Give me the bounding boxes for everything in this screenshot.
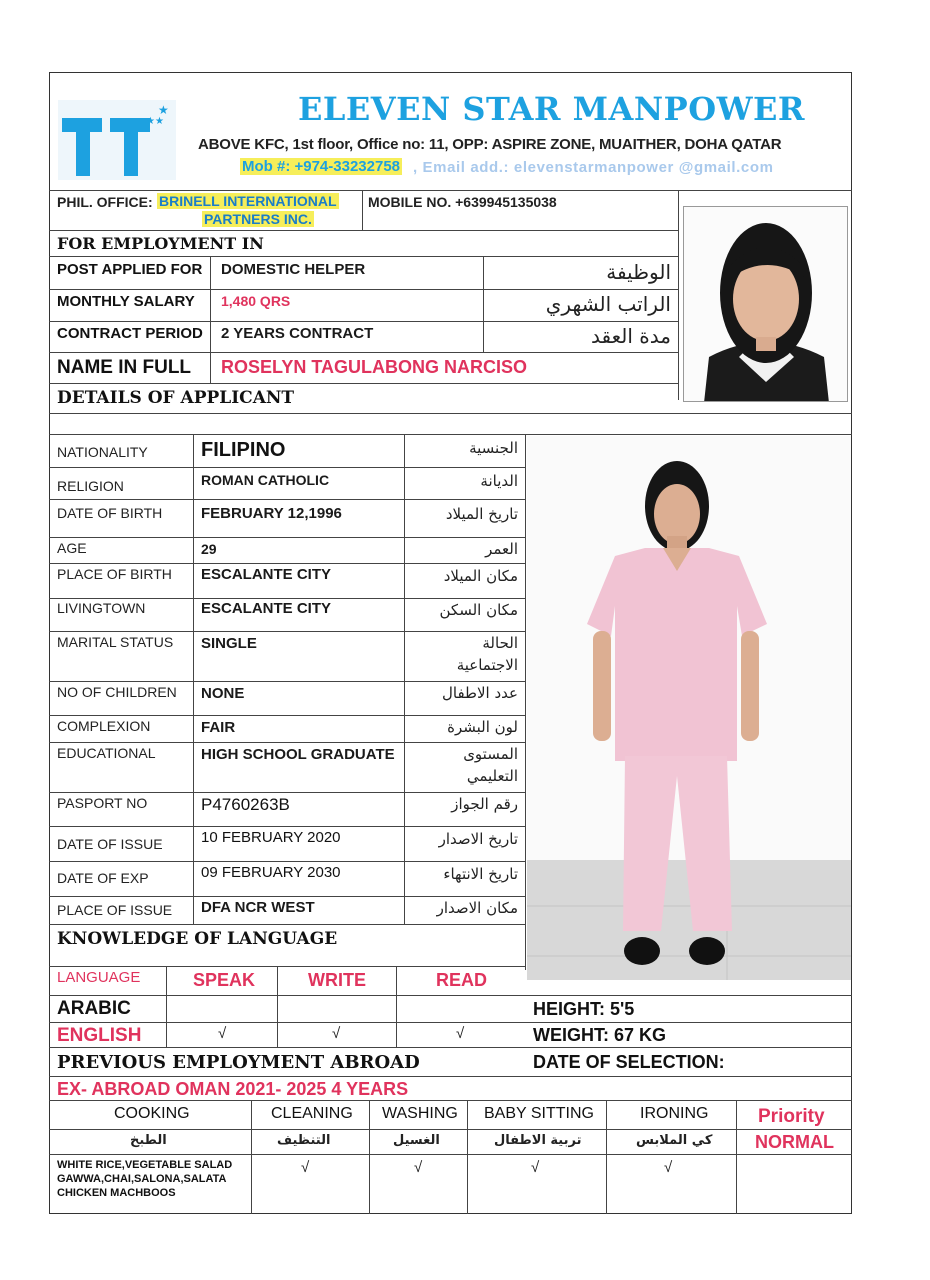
detail-arabic-religion: الديانة [480, 472, 518, 490]
detail-value-complexion: FAIR [201, 719, 236, 736]
detail-value-children: NONE [201, 685, 245, 702]
phil-office-value-2: PARTNERS INC. [204, 211, 312, 227]
skill-arabic-washing: الغسيل [393, 1133, 440, 1148]
english-read-check: √ [456, 1025, 465, 1042]
language-row-english: ENGLISH [57, 1025, 142, 1046]
detail-arabic-marital: الحالة [482, 634, 518, 652]
svg-text:★: ★ [158, 103, 169, 117]
weight-value: WEIGHT: 67 KG [533, 1025, 667, 1045]
details-section-title: DETAILS OF APPLICANT [57, 388, 295, 408]
detail-arabic-educational: المستوى [463, 745, 518, 763]
skill-arabic-baby-sitting: تربية الاطفال [494, 1133, 582, 1148]
skill-header-cleaning: CLEANING [271, 1105, 353, 1122]
detail-label-educational: EDUCATIONAL [57, 745, 156, 761]
baby-sitting-check: √ [531, 1159, 540, 1176]
svg-text:★★: ★★ [146, 116, 164, 127]
detail-arabic-children: عدد الاطفال [442, 684, 518, 702]
applicant-full-body-photo [527, 436, 851, 980]
detail-value-livingtown: ESCALANTE CITY [201, 600, 332, 617]
detail-value-place-issue: DFA NCR WEST [201, 899, 315, 916]
contract-period-label: CONTRACT PERIOD [57, 325, 203, 342]
skill-header-cooking: COOKING [114, 1105, 190, 1122]
detail-arabic-date-issue: تاريخ الاصدار [438, 830, 518, 848]
language-header-speak: SPEAK [193, 970, 256, 990]
detail-label-complexion: COMPLEXION [57, 718, 151, 734]
detail-value-age: 29 [201, 541, 217, 557]
skill-arabic-ironing: كي الملابس [636, 1133, 713, 1148]
cleaning-check: √ [301, 1159, 310, 1176]
detail-arabic-marital-2: الاجتماعية [456, 656, 518, 674]
company-mobile: Mob #: +974-33232758 [242, 158, 401, 175]
detail-arabic-livingtown: مكان السكن [439, 601, 518, 619]
detail-arabic-age: العمر [485, 540, 518, 558]
post-applied-value: DOMESTIC HELPER [221, 261, 366, 278]
detail-label-passport: PASPORT NO [57, 795, 148, 811]
detail-arabic-pob: مكان الميلاد [443, 567, 518, 585]
english-speak-check: √ [218, 1025, 227, 1042]
skill-header-washing: WASHING [382, 1105, 458, 1122]
detail-arabic-complexion: لون البشرة [447, 718, 518, 736]
detail-label-date-exp: DATE OF EXP [57, 870, 149, 886]
detail-value-pob: ESCALANTE CITY [201, 566, 332, 583]
previous-employment-value: EX- ABROAD OMAN 2021- 2025 4 YEARS [57, 1079, 409, 1099]
name-label: NAME IN FULL [57, 357, 192, 378]
detail-label-religion: RELIGION [57, 478, 124, 494]
company-name: ELEVEN STAR MANPOWER [298, 90, 805, 128]
detail-label-nationality: NATIONALITY [57, 444, 148, 460]
language-row-arabic: ARABIC [57, 998, 131, 1019]
detail-value-nationality: FILIPINO [201, 439, 286, 461]
company-email: , Email add.: elevenstarmanpower @gmail.com [413, 159, 774, 176]
language-header-language: LANGUAGE [57, 969, 141, 986]
detail-label-livingtown: LIVINGTOWN [57, 600, 146, 616]
language-header-read: READ [436, 970, 488, 990]
detail-arabic-date-exp: تاريخ الانتهاء [443, 865, 518, 883]
monthly-salary-arabic: الراتب الشهري [545, 292, 671, 316]
applicant-portrait-photo [683, 206, 848, 402]
post-applied-label: POST APPLIED FOR [57, 261, 203, 278]
detail-label-age: AGE [57, 540, 87, 556]
detail-arabic-nationality: الجنسية [469, 439, 518, 457]
language-header-write: WRITE [308, 970, 366, 990]
skill-header-ironing: IRONING [640, 1105, 709, 1122]
detail-arabic-educational-2: التعليمي [466, 767, 518, 785]
detail-arabic-passport: رقم الجواز [451, 795, 518, 813]
language-section-title: KNOWLEDGE OF LANGUAGE [57, 929, 338, 949]
detail-value-religion: ROMAN CATHOLIC [201, 472, 330, 488]
washing-check: √ [414, 1159, 423, 1176]
skill-arabic-cleaning: التنظيف [277, 1133, 331, 1148]
detail-arabic-place-issue: مكان الاصدار [436, 899, 518, 917]
priority-label: Priority [758, 1106, 825, 1127]
detail-value-dob: FEBRUARY 12,1996 [201, 505, 342, 522]
detail-label-children: NO OF CHILDREN [57, 684, 177, 700]
phil-mobile: MOBILE NO. +639945135038 [368, 194, 557, 210]
detail-label-pob: PLACE OF BIRTH [57, 566, 172, 582]
ironing-check: √ [664, 1159, 673, 1176]
phil-office-label: PHIL. OFFICE: [57, 194, 153, 210]
employment-section-title: FOR EMPLOYMENT IN [57, 234, 264, 253]
detail-value-date-issue: 10 FEBRUARY 2020 [201, 829, 341, 846]
height-value: HEIGHT: 5'5 [533, 999, 635, 1019]
date-of-selection: DATE OF SELECTION: [533, 1052, 725, 1072]
skill-arabic-cooking: الطبخ [130, 1133, 167, 1148]
detail-label-dob: DATE OF BIRTH [57, 505, 163, 521]
priority-value: NORMAL [755, 1132, 834, 1152]
cooking-detail-2: GAWWA,CHAI,SALONA,SALATA [57, 1173, 227, 1185]
cooking-detail-3: CHICKEN MACHBOOS [57, 1187, 176, 1199]
previous-employment-title: PREVIOUS EMPLOYMENT ABROAD [57, 1052, 420, 1073]
company-address: ABOVE KFC, 1st floor, Office no: 11, OPP: ASPIRE ZONE, MUAITHER, DOHA QATAR [198, 136, 782, 153]
detail-value-passport: P4760263B [201, 795, 290, 814]
cooking-detail-1: WHITE RICE,VEGETABLE SALAD [57, 1159, 233, 1171]
contract-period-arabic: مدة العقد [591, 324, 671, 348]
english-write-check: √ [332, 1025, 341, 1042]
post-applied-arabic: الوظيفة [606, 260, 671, 284]
detail-value-educational: HIGH SCHOOL GRADUATE [201, 746, 395, 763]
detail-arabic-dob: تاريخ الميلاد [445, 505, 518, 523]
detail-label-place-issue: PLACE OF ISSUE [57, 902, 173, 918]
detail-label-date-issue: DATE OF ISSUE [57, 836, 163, 852]
detail-label-marital: MARITAL STATUS [57, 634, 174, 650]
detail-value-marital: SINGLE [201, 635, 257, 652]
skill-header-baby-sitting: BABY SITTING [484, 1105, 594, 1122]
phil-office-value: BRINELL INTERNATIONAL [159, 193, 337, 209]
monthly-salary-label: MONTHLY SALARY [57, 293, 195, 310]
contract-period-value: 2 YEARS CONTRACT [221, 325, 374, 342]
name-value: ROSELYN TAGULABONG NARCISO [221, 357, 528, 377]
detail-value-date-exp: 09 FEBRUARY 2030 [201, 864, 341, 881]
monthly-salary-value: 1,480 QRS [221, 293, 291, 309]
